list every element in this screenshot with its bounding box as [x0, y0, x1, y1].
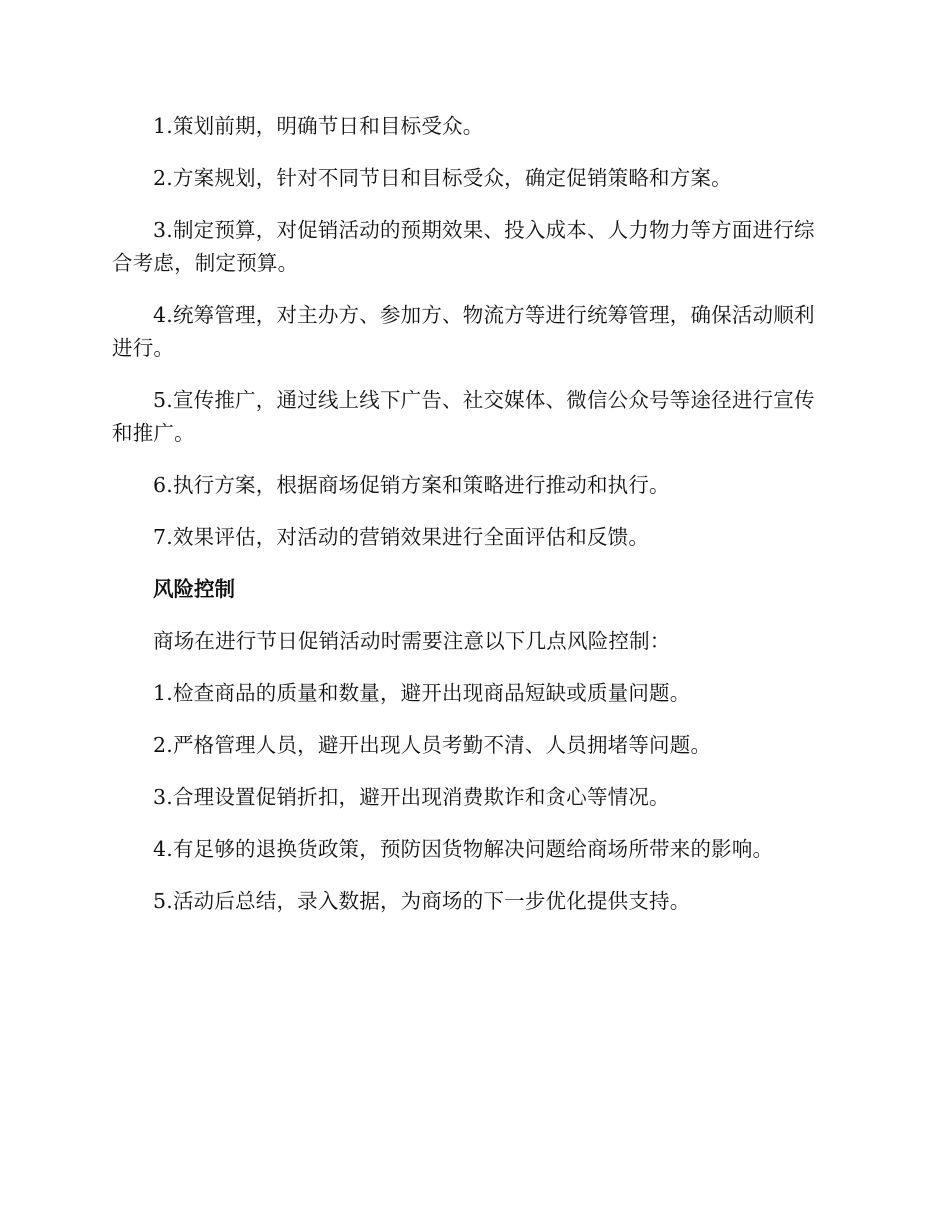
step-paragraph: 4.统筹管理，对主办方、参加方、物流方等进行统筹管理，确保活动顺利进行。	[112, 303, 815, 360]
step-paragraph: 7.效果评估，对活动的营销效果进行全面评估和反馈。	[153, 525, 650, 549]
document-body	[112, 110, 826, 937]
step-paragraph: 6.执行方案，根据商场促销方案和策略进行推动和执行。	[153, 473, 670, 497]
section-heading-risk-control: 风险控制	[153, 577, 235, 601]
risk-item-paragraph: 4.有足够的退换货政策，预防因货物解决问题给商场所带来的影响。	[153, 837, 774, 861]
risk-item-paragraph: 2.严格管理人员，避开出现人员考勤不清、人员拥堵等问题。	[153, 733, 712, 757]
step-paragraph: 1.策划前期，明确节日和目标受众。	[153, 114, 484, 138]
risk-item-paragraph: 3.合理设置促销折扣，避开出现消费欺诈和贪心等情况。	[153, 785, 670, 809]
step-paragraph: 5.宣传推广，通过线上线下广告、社交媒体、微信公众号等途径进行宣传和推广。	[112, 388, 815, 445]
risk-item-paragraph: 5.活动后总结，录入数据，为商场的下一步优化提供支持。	[153, 889, 691, 913]
step-paragraph: 2.方案规划，针对不同节日和目标受众，确定促销策略和方案。	[153, 166, 732, 190]
risk-intro-paragraph: 商场在进行节日促销活动时需要注意以下几点风险控制：	[153, 629, 671, 653]
risk-item-paragraph: 1.检查商品的质量和数量，避开出现商品短缺或质量问题。	[153, 681, 691, 705]
step-paragraph: 3.制定预算，对促销活动的预期效果、投入成本、人力物力等方面进行综合考虑，制定预算。	[112, 218, 815, 275]
